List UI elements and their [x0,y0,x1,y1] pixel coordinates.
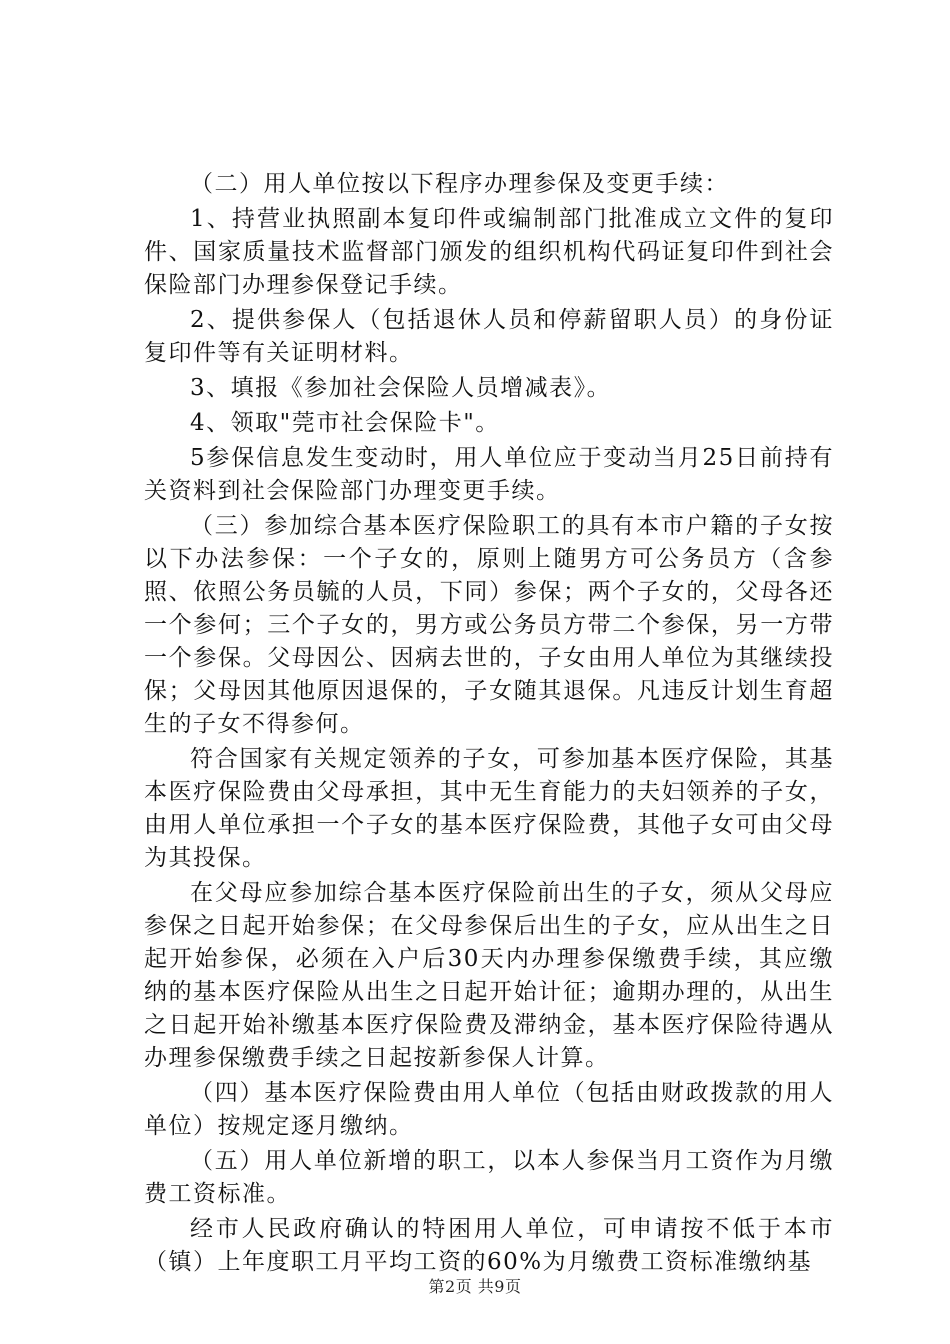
paragraph-adopted-children: 符合国家有关规定领养的子女，可参加基本医疗保险，其基本医疗保险费由父母承担，其中无生育能力的夫妇领养的子女，由用人单位承担一个子女的基本医疗保险费，其他子女可由父母为其投保。 [144,746,834,871]
document-body [144,168,834,1281]
paragraph-hardship-units: 经市人民政府确认的特困用人单位，可申请按不低于本市（镇）上年度职工月平均工资的60%为月缴费工资标准缴纳基 [144,1216,834,1275]
paragraph-section-4: （四）基本医疗保险费由用人单位（包括由财政拨款的用人单位）按规定逐月缴纳。 [144,1080,834,1139]
paragraph-item-4: 4、领取"莞市社会保险卡"。 [190,410,500,436]
paragraph-section-5: （五）用人单位新增的职工，以本人参保当月工资作为月缴费工资标准。 [144,1148,834,1207]
paragraph-section-2-heading: （二）用人单位按以下程序办理参保及变更手续： [190,171,729,197]
page-number-footer: 第2页 共9页 [428,1277,522,1296]
paragraph-item-3: 3、填报《参加社会保险人员增减表》。 [190,375,612,401]
paragraph-section-3: （三）参加综合基本医疗保险职工的具有本市户籍的子女按以下办法参保：一个子女的，原则上随男方可公务员方（含参照、依照公务员毓的人员，下同）参保；两个子女的，父母各还一个参何；三个子女的，男方或公务员方带二个参保，另一方带一个参保。父母因公、因病去世的，子女由用人单位为其继续投保；父母因其他原因退保的，子女随其退保。凡违反计划生育超生的子女不得参何。 [144,513,834,737]
paragraph-item-2: 2、提供参保人（包括退休人员和停薪留职人员）的身份证复印件等有关证明材料。 [144,307,834,366]
paragraph-newborn-children: 在父母应参加综合基本医疗保险前出生的子女，须从父母应参保之日起开始参保；在父母参保后出生的子女，应从出生之日起开始参保，必须在入户后30天内办理参保缴费手续，其应缴纳的基本医疗保险从出生之日起开始计征；逾期办理的，从出生之日起开始补缴基本医疗保险费及滞纳金，基本医疗保险待遇从办理参保缴费手续之日起按新参保人计算。 [144,880,834,1071]
paragraph-item-5: 5参保信息发生变动时，用人单位应于变动当月25日前持有关资料到社会保险部门办理变更手续。 [144,445,834,504]
paragraph-item-1: 1、持营业执照副本复印件或编制部门批准成立文件的复印件、国家质量技术监督部门颁发的组织机构代码证复印件到社会保险部门办理参保登记手续。 [144,206,834,298]
